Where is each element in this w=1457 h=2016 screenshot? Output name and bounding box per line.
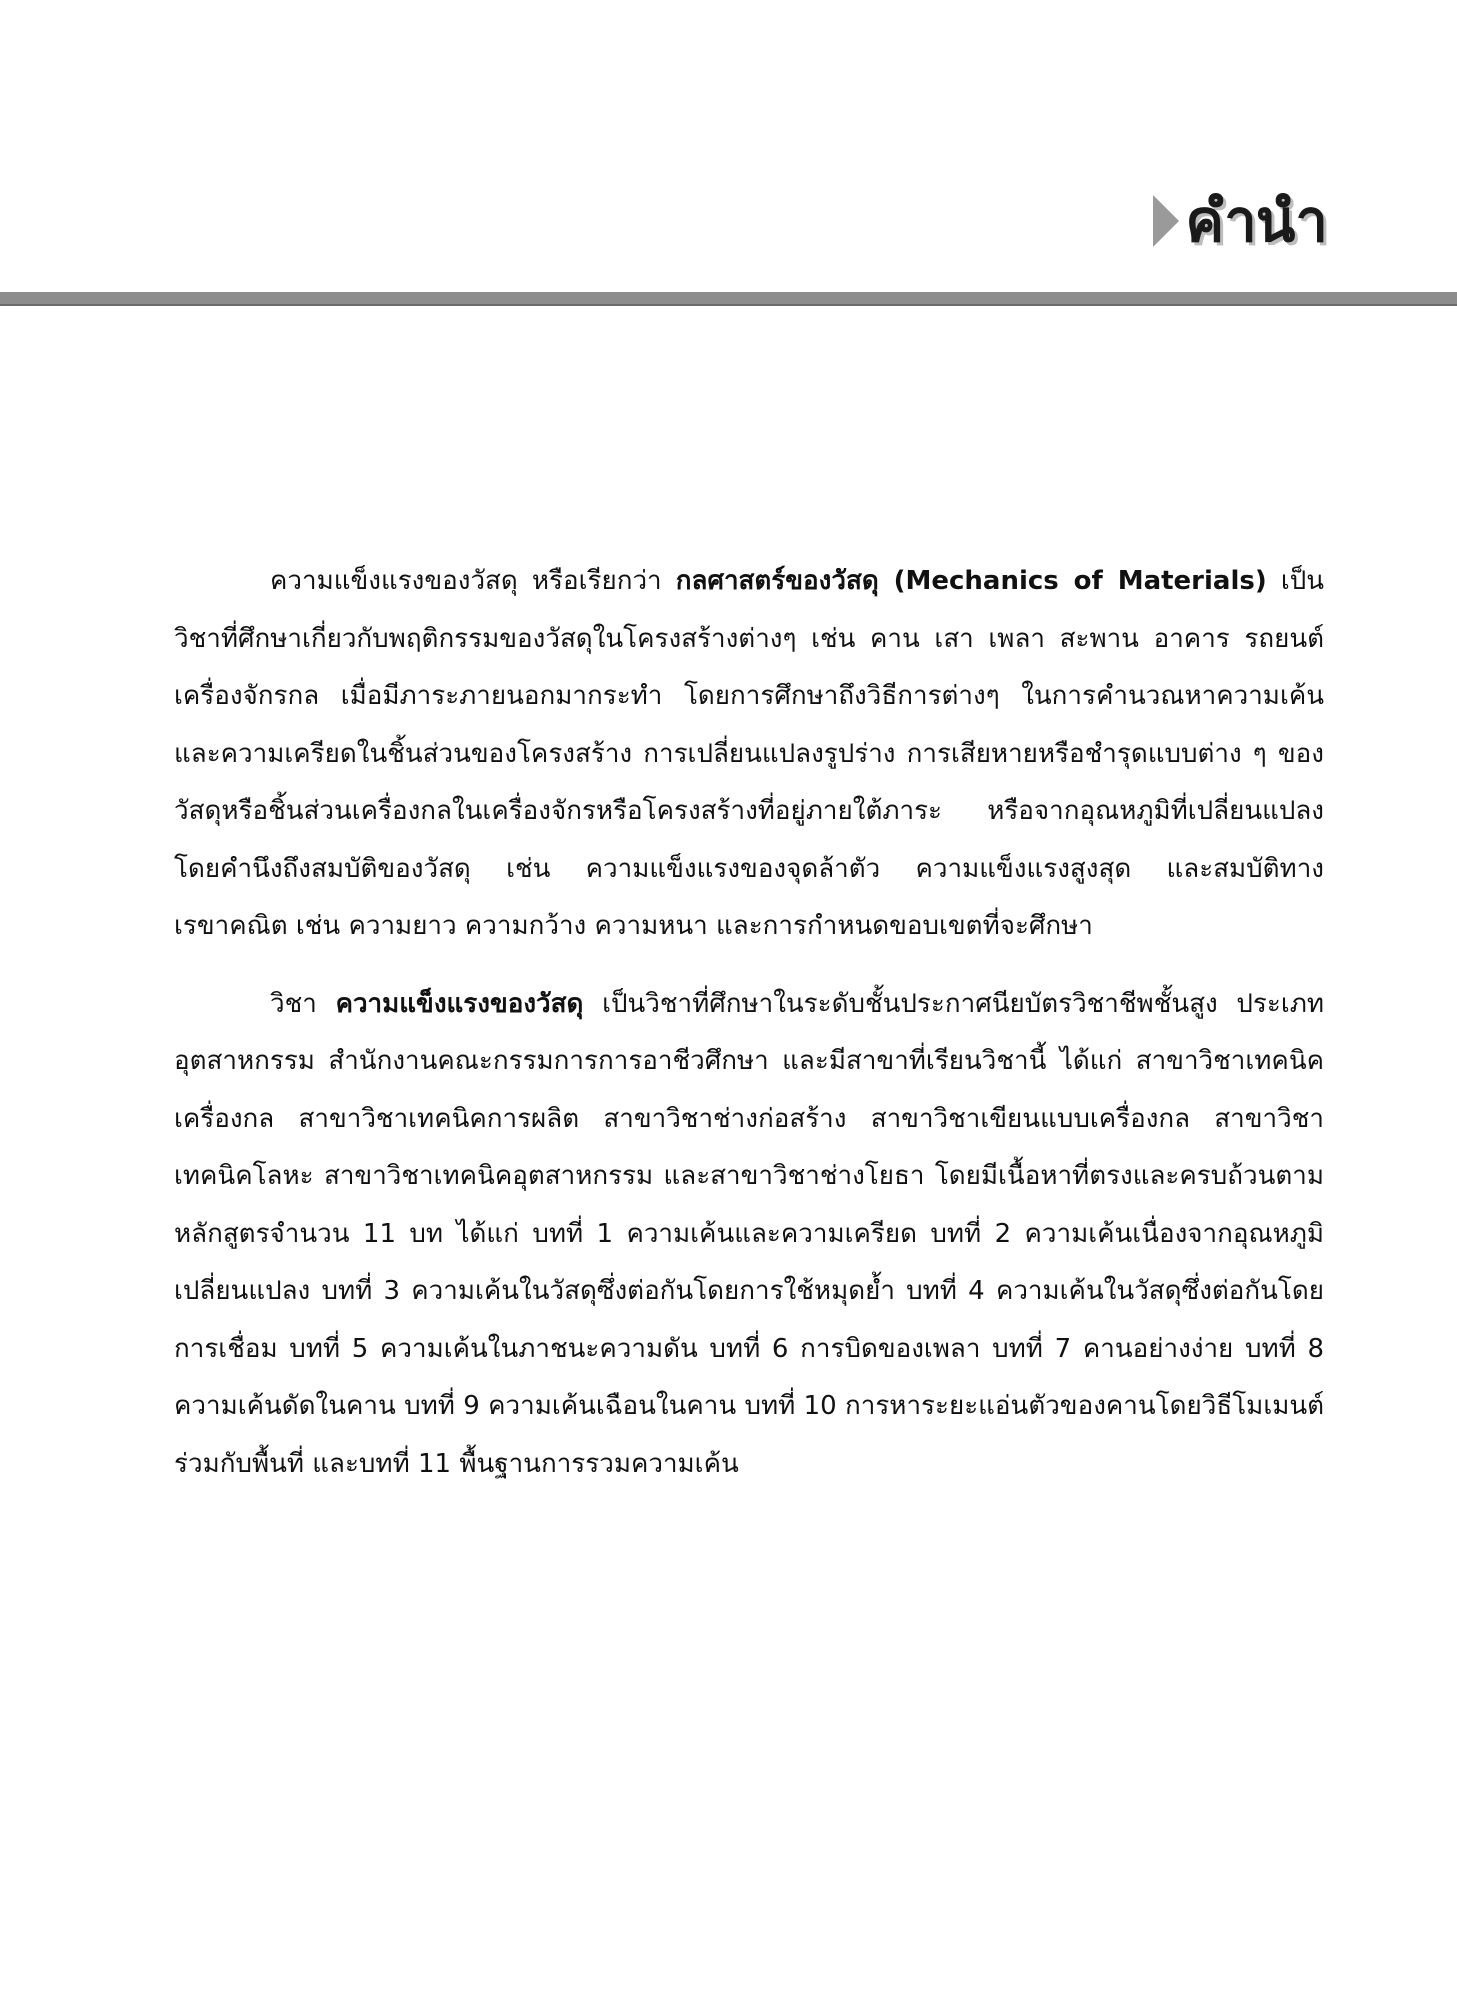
paragraph-1: [174, 553, 1324, 956]
triangle-arrow-icon: [1153, 195, 1179, 247]
paragraph-2: [174, 976, 1324, 1494]
title-block: [1153, 187, 1327, 255]
paragraph-2-body: เป็นวิชาที่ศึกษาในระดับชั้นประกาศนียบัตรวิชาชีพชั้นสูง ประเภทอุตสาหกรรม สำนักงานคณะกรรมการการอาชีวศึกษา และมีสาขาที่เรียนวิชานี้ ได้แก่ สาขาวิชาเทคนิคเครื่องกล สาขาวิชาเทคนิคการผลิต สาขาวิชาช่างก่อสร้าง สาขาวิชาเขียนแบบเครื่องกล สาขาวิชาเทคนิคโลหะ สาขาวิชาเทคนิคอุตสาหกรรม และสาขาวิชาช่างโยธา โดยมีเนื้อหาที่ตรงและครบถ้วนตามหลักสูตรจำนวน 11 บท ได้แก่ บทที่ 1 ความเค้นและความเครียด บทที่ 2 ความเค้นเนื่องจากอุณหภูมิเปลี่ยนแปลง บทที่ 3 ความเค้นในวัสดุซึ่งต่อกันโดยการใช้หมุดย้ำ บทที่ 4 ความเค้นในวัสดุซึ่งต่อกันโดยการเชื่อม บทที่ 5 ความเค้นในภาชนะความดัน บทที่ 6 การบิดของเพลา บทที่ 7 คานอย่างง่าย บทที่ 8 ความเค้นดัดในคาน บทที่ 9 ความเค้นเฉือนในคาน บทที่ 10 การหาระยะแอ่นตัวของคานโดยวิธีโมเมนต์ร่วมกับพื้นที่ และบทที่ 11 พื้นฐานการรวมความเค้น: [174, 988, 1324, 1479]
paragraph-1-body: เป็นวิชาที่ศึกษาเกี่ยวกับพฤติกรรมของวัสดุในโครงสร้างต่างๆ เช่น คาน เสา เพลา สะพาน อาคาร รถยนต์ เครื่องจักรกล เมื่อมีภาระภายนอกมากระทำ โดยการศึกษาถึงวิธีการต่างๆ ในการคำนวณหาความเค้นและความเครียดในชิ้นส่วนของโครงสร้าง การเปลี่ยนแปลงรูปร่าง การเสียหายหรือชำรุดแบบต่าง ๆ ของวัสดุหรือชิ้นส่วนเครื่องกลในเครื่องจักรหรือโครงสร้างที่อยู่ภายใต้ภาระ หรือจากอุณหภูมิที่เปลี่ยนแปลง โดยคำนึงถึงสมบัติของวัสดุ เช่น ความแข็งแรงของจุดล้าตัว ความแข็งแรงสูงสุด และสมบัติทางเรขาคณิต เช่น ความยาว ความกว้าง ความหนา และการกำหนดขอบเขตที่จะศึกษา: [174, 566, 1325, 941]
paragraph-1-lead: ความแข็งแรงของวัสดุ หรือเรียกว่า: [270, 566, 676, 596]
page-header: [0, 0, 1457, 320]
paragraph-2-lead: วิชา: [270, 988, 336, 1019]
page-title: คำนำ: [1185, 187, 1327, 255]
paragraph-2-bold-term: ความแข็งแรงของวัสดุ: [335, 988, 584, 1019]
paragraph-1-bold-term: กลศาสตร์ของวัสดุ (Mechanics of Materials): [675, 566, 1267, 596]
preface-body: [174, 553, 1324, 1493]
header-divider: [0, 292, 1457, 306]
